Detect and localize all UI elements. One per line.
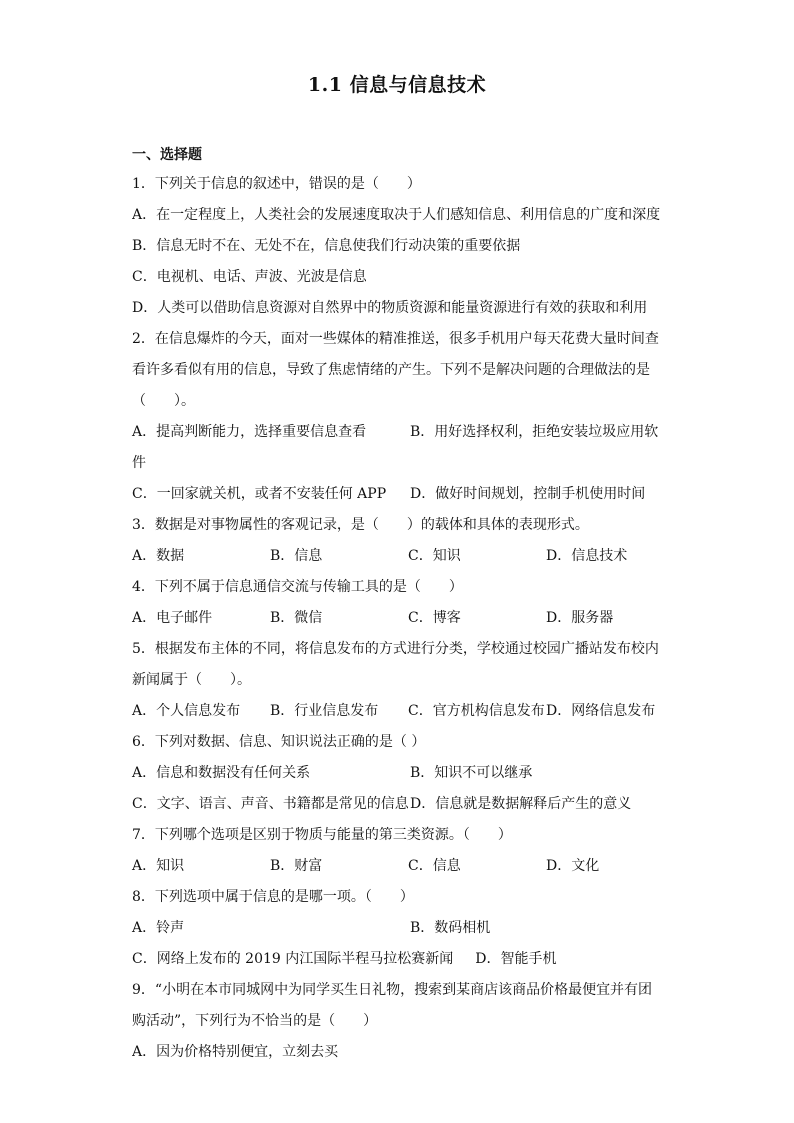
question-2-option-a: A．提高判断能力，选择重要信息查看 [132, 424, 367, 440]
section-heading: 一、选择题 [132, 147, 202, 163]
question-7-options [132, 851, 667, 882]
question-1-stem: 1．下列关于信息的叙述中，错误的是（ ） [132, 176, 421, 192]
question-6-option-b: B．知识不可以继承 [410, 765, 533, 781]
question-6-option-c: C．文字、语言、声音、书籍都是常见的信息 [132, 796, 409, 812]
question-3-option-d: D．信息技术 [546, 548, 628, 564]
question-6-option-a: A．信息和数据没有任何关系 [132, 765, 311, 781]
question-list [132, 146, 667, 1068]
question-6-options-row-2 [132, 789, 667, 820]
question-2-option-d: D．做好时间规划，控制手机使用时间 [410, 486, 646, 502]
question-6-option-d: D．信息就是数据解释后产生的意义 [410, 796, 632, 812]
question-4-options [132, 603, 667, 634]
question-3-option-a: A．数据 [132, 548, 185, 564]
question-5-option-b: B．行业信息发布 [270, 703, 379, 719]
question-6-stem: 6．下列对数据、信息、知识说法正确的是（ ） [132, 734, 426, 750]
question-7-option-b: B．财富 [270, 858, 323, 874]
question-5-stem-line-1: 5．根据发布主体的不同，将信息发布的方式进行分类，学校通过校园广播站发布校内 [132, 641, 659, 657]
page-title: 1.1 信息与信息技术 [307, 74, 487, 96]
question-5-option-d: D．网络信息发布 [546, 703, 656, 719]
question-2-option-b-continued: 件 [132, 455, 146, 471]
question-8-option-d: D．智能手机 [475, 951, 557, 967]
question-2-option-b: B．用好选择权利，拒绝安装垃圾应用软 [410, 424, 659, 440]
question-2-option-c: C．一回家就关机，或者不安装任何 APP [132, 486, 387, 502]
question-2-stem-line-2: 看许多看似有用的信息，导致了焦虑情绪的产生。下列不是解决问题的合理做法的是 [132, 362, 650, 378]
question-4-option-b: B．微信 [270, 610, 323, 626]
question-3-stem: 3．数据是对事物属性的客观记录，是（ ）的载体和具体的表现形式。 [132, 517, 589, 533]
question-2-options-row-2 [132, 479, 667, 510]
question-7-option-a: A．知识 [132, 858, 185, 874]
question-4-option-a: A．电子邮件 [132, 610, 213, 626]
question-9-stem-line-2: 购活动”，下列行为不恰当的是（ ） [132, 1013, 378, 1029]
question-1-option-a: A．在一定程度上，人类社会的发展速度取决于人们感知信息、利用信息的广度和深度 [132, 207, 661, 223]
question-8-options-row-2 [132, 944, 667, 975]
question-7-stem: 7．下列哪个选项是区别于物质与能量的第三类资源。（ ） [132, 827, 512, 843]
question-1-option-d: D．人类可以借助信息资源对自然界中的物质资源和能量资源进行有效的获取和利用 [132, 300, 648, 316]
question-4-stem: 4．下列不属于信息通信交流与传输工具的是（ ） [132, 579, 463, 595]
question-5-option-c: C．官方机构信息发布 [408, 703, 545, 719]
question-8-option-c: C．网络上发布的 2019 内江国际半程马拉松赛新闻 [132, 951, 454, 967]
question-1-option-b: B．信息无时不在、无处不在，信息使我们行动决策的重要依据 [132, 238, 521, 254]
question-3-option-b: B．信息 [270, 548, 323, 564]
question-5-stem-line-2: 新闻属于（ ）。 [132, 672, 251, 688]
question-1-option-c: C．电视机、电话、声波、光波是信息 [132, 269, 367, 285]
question-9-stem-line-1: 9．“小明在本市同城网中为同学买生日礼物，搜索到某商店该商品价格最便宜并有团 [132, 982, 653, 998]
question-2-options-row-1 [132, 417, 667, 448]
question-7-option-d: D．文化 [546, 858, 600, 874]
question-8-option-a: A．铃声 [132, 920, 185, 936]
question-8-options-row-1 [132, 913, 667, 944]
question-5-option-a: A．个人信息发布 [132, 703, 241, 719]
question-2-stem-line-1: 2．在信息爆炸的今天，面对一些媒体的精准推送，很多手机用户每天花费大量时间查 [132, 331, 659, 347]
question-9-option-a: A．因为价格特别便宜，立刻去买 [132, 1044, 339, 1060]
question-3-option-c: C．知识 [408, 548, 461, 564]
question-6-options-row-1 [132, 758, 667, 789]
question-2-stem-line-3: （ ）。 [132, 393, 195, 409]
question-5-options [132, 696, 667, 727]
question-4-option-c: C．博客 [408, 610, 461, 626]
question-7-option-c: C．信息 [408, 858, 461, 874]
question-8-stem: 8．下列选项中属于信息的是哪一项。（ ） [132, 889, 414, 905]
question-4-option-d: D．服务器 [546, 610, 614, 626]
question-3-options [132, 541, 667, 572]
question-8-option-b: B．数码相机 [410, 920, 491, 936]
